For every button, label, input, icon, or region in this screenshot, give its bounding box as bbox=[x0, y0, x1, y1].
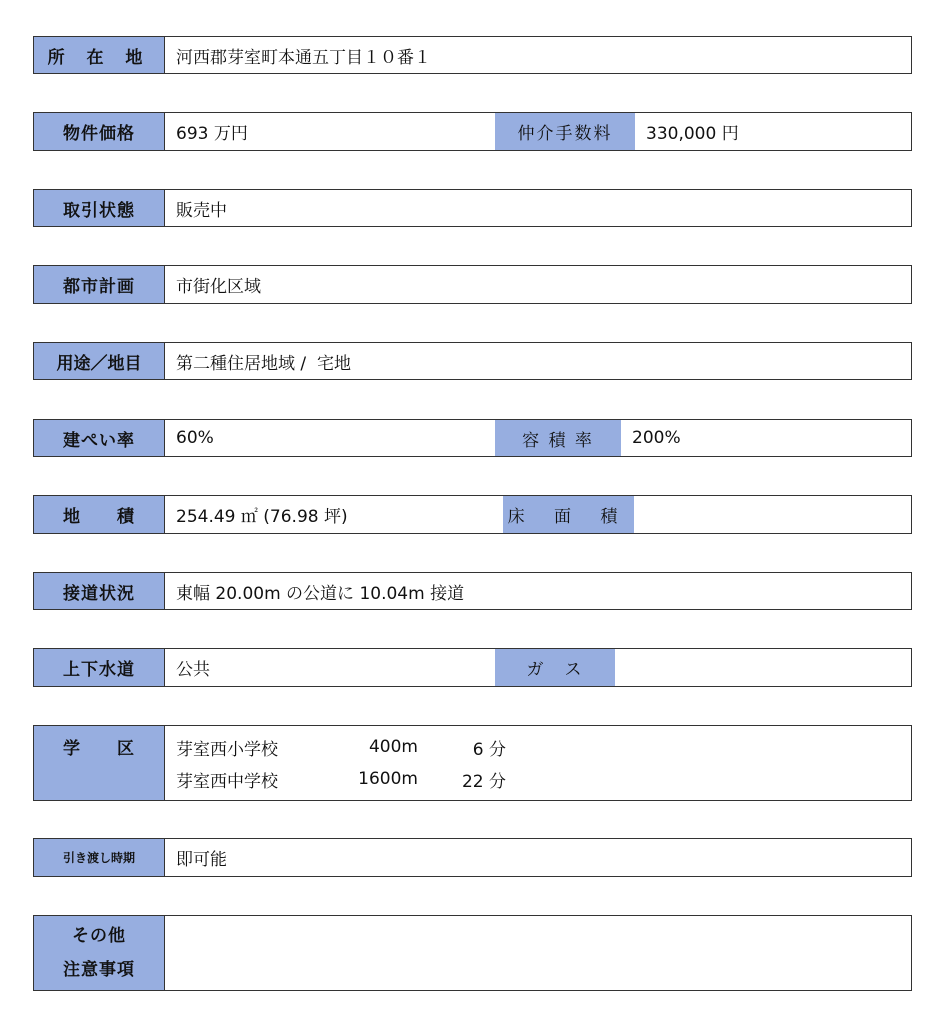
label-road-access: 接道状況 bbox=[34, 573, 165, 609]
label-floor-area-ratio: 容 積 率 bbox=[495, 420, 621, 456]
label-brokerage-fee: 仲介手数料 bbox=[495, 113, 635, 150]
row-city-planning bbox=[33, 265, 912, 304]
school-distance: 400m bbox=[368, 737, 418, 757]
school-name: 芽室西中学校 bbox=[176, 771, 278, 792]
row-usage bbox=[33, 342, 912, 380]
label-other-notes bbox=[34, 916, 165, 990]
row-utilities bbox=[33, 648, 912, 687]
label-coverage: 建ぺい率 bbox=[34, 420, 165, 456]
label-land-area: 地 積 bbox=[34, 496, 165, 533]
label-status: 取引状態 bbox=[34, 190, 165, 226]
value-floor-area bbox=[634, 496, 911, 533]
row-school-district bbox=[33, 725, 912, 801]
label-other-line1: その他 bbox=[72, 926, 126, 946]
value-gas bbox=[615, 649, 911, 686]
row-road-access bbox=[33, 572, 912, 610]
row-other-notes bbox=[33, 915, 912, 991]
school-item bbox=[176, 763, 506, 795]
label-handover: 引き渡し時期 bbox=[34, 839, 165, 876]
value-brokerage-fee: 330,000 円 bbox=[646, 124, 739, 144]
label-price: 物件価格 bbox=[34, 113, 165, 150]
label-floor-area: 床 面 積 bbox=[503, 496, 634, 533]
row-coverage bbox=[33, 419, 912, 457]
row-handover bbox=[33, 838, 912, 877]
value-city-planning: 市街化区域 bbox=[176, 277, 261, 297]
value-other-notes bbox=[165, 916, 911, 990]
value-location: 河西郡芽室町本通五丁目１０番１ bbox=[176, 47, 431, 68]
label-school-district: 学 区 bbox=[34, 726, 165, 800]
school-distance: 1600m bbox=[358, 769, 418, 789]
label-city-planning: 都市計画 bbox=[34, 266, 165, 303]
school-time: 6 分 bbox=[472, 739, 506, 760]
school-name: 芽室西小学校 bbox=[176, 739, 278, 760]
value-coverage: 60% bbox=[176, 428, 214, 448]
row-status bbox=[33, 189, 912, 227]
label-gas: ガ ス bbox=[495, 649, 615, 686]
school-item bbox=[176, 731, 506, 763]
value-price: 693 万円 bbox=[176, 124, 248, 144]
value-status: 販売中 bbox=[176, 200, 227, 221]
row-land-area bbox=[33, 495, 912, 534]
label-other-line2: 注意事項 bbox=[63, 960, 135, 980]
value-handover: 即可能 bbox=[176, 850, 227, 870]
label-water-sewer: 上下水道 bbox=[34, 649, 165, 686]
label-location: 所 在 地 bbox=[34, 37, 165, 73]
row-location bbox=[33, 36, 912, 74]
value-water-sewer: 公共 bbox=[176, 660, 210, 680]
label-usage: 用途／地目 bbox=[34, 343, 165, 379]
value-school-district bbox=[165, 726, 911, 800]
value-usage: 第二種住居地域 / 宅地 bbox=[176, 353, 351, 374]
value-floor-area-ratio: 200% bbox=[632, 428, 681, 448]
school-time: 22 分 bbox=[461, 771, 506, 792]
row-price bbox=[33, 112, 912, 151]
value-land-area: 254.49 ㎡ (76.98 坪) bbox=[176, 507, 348, 527]
value-road-access: 東幅 20.00m の公道に 10.04m 接道 bbox=[176, 583, 465, 604]
